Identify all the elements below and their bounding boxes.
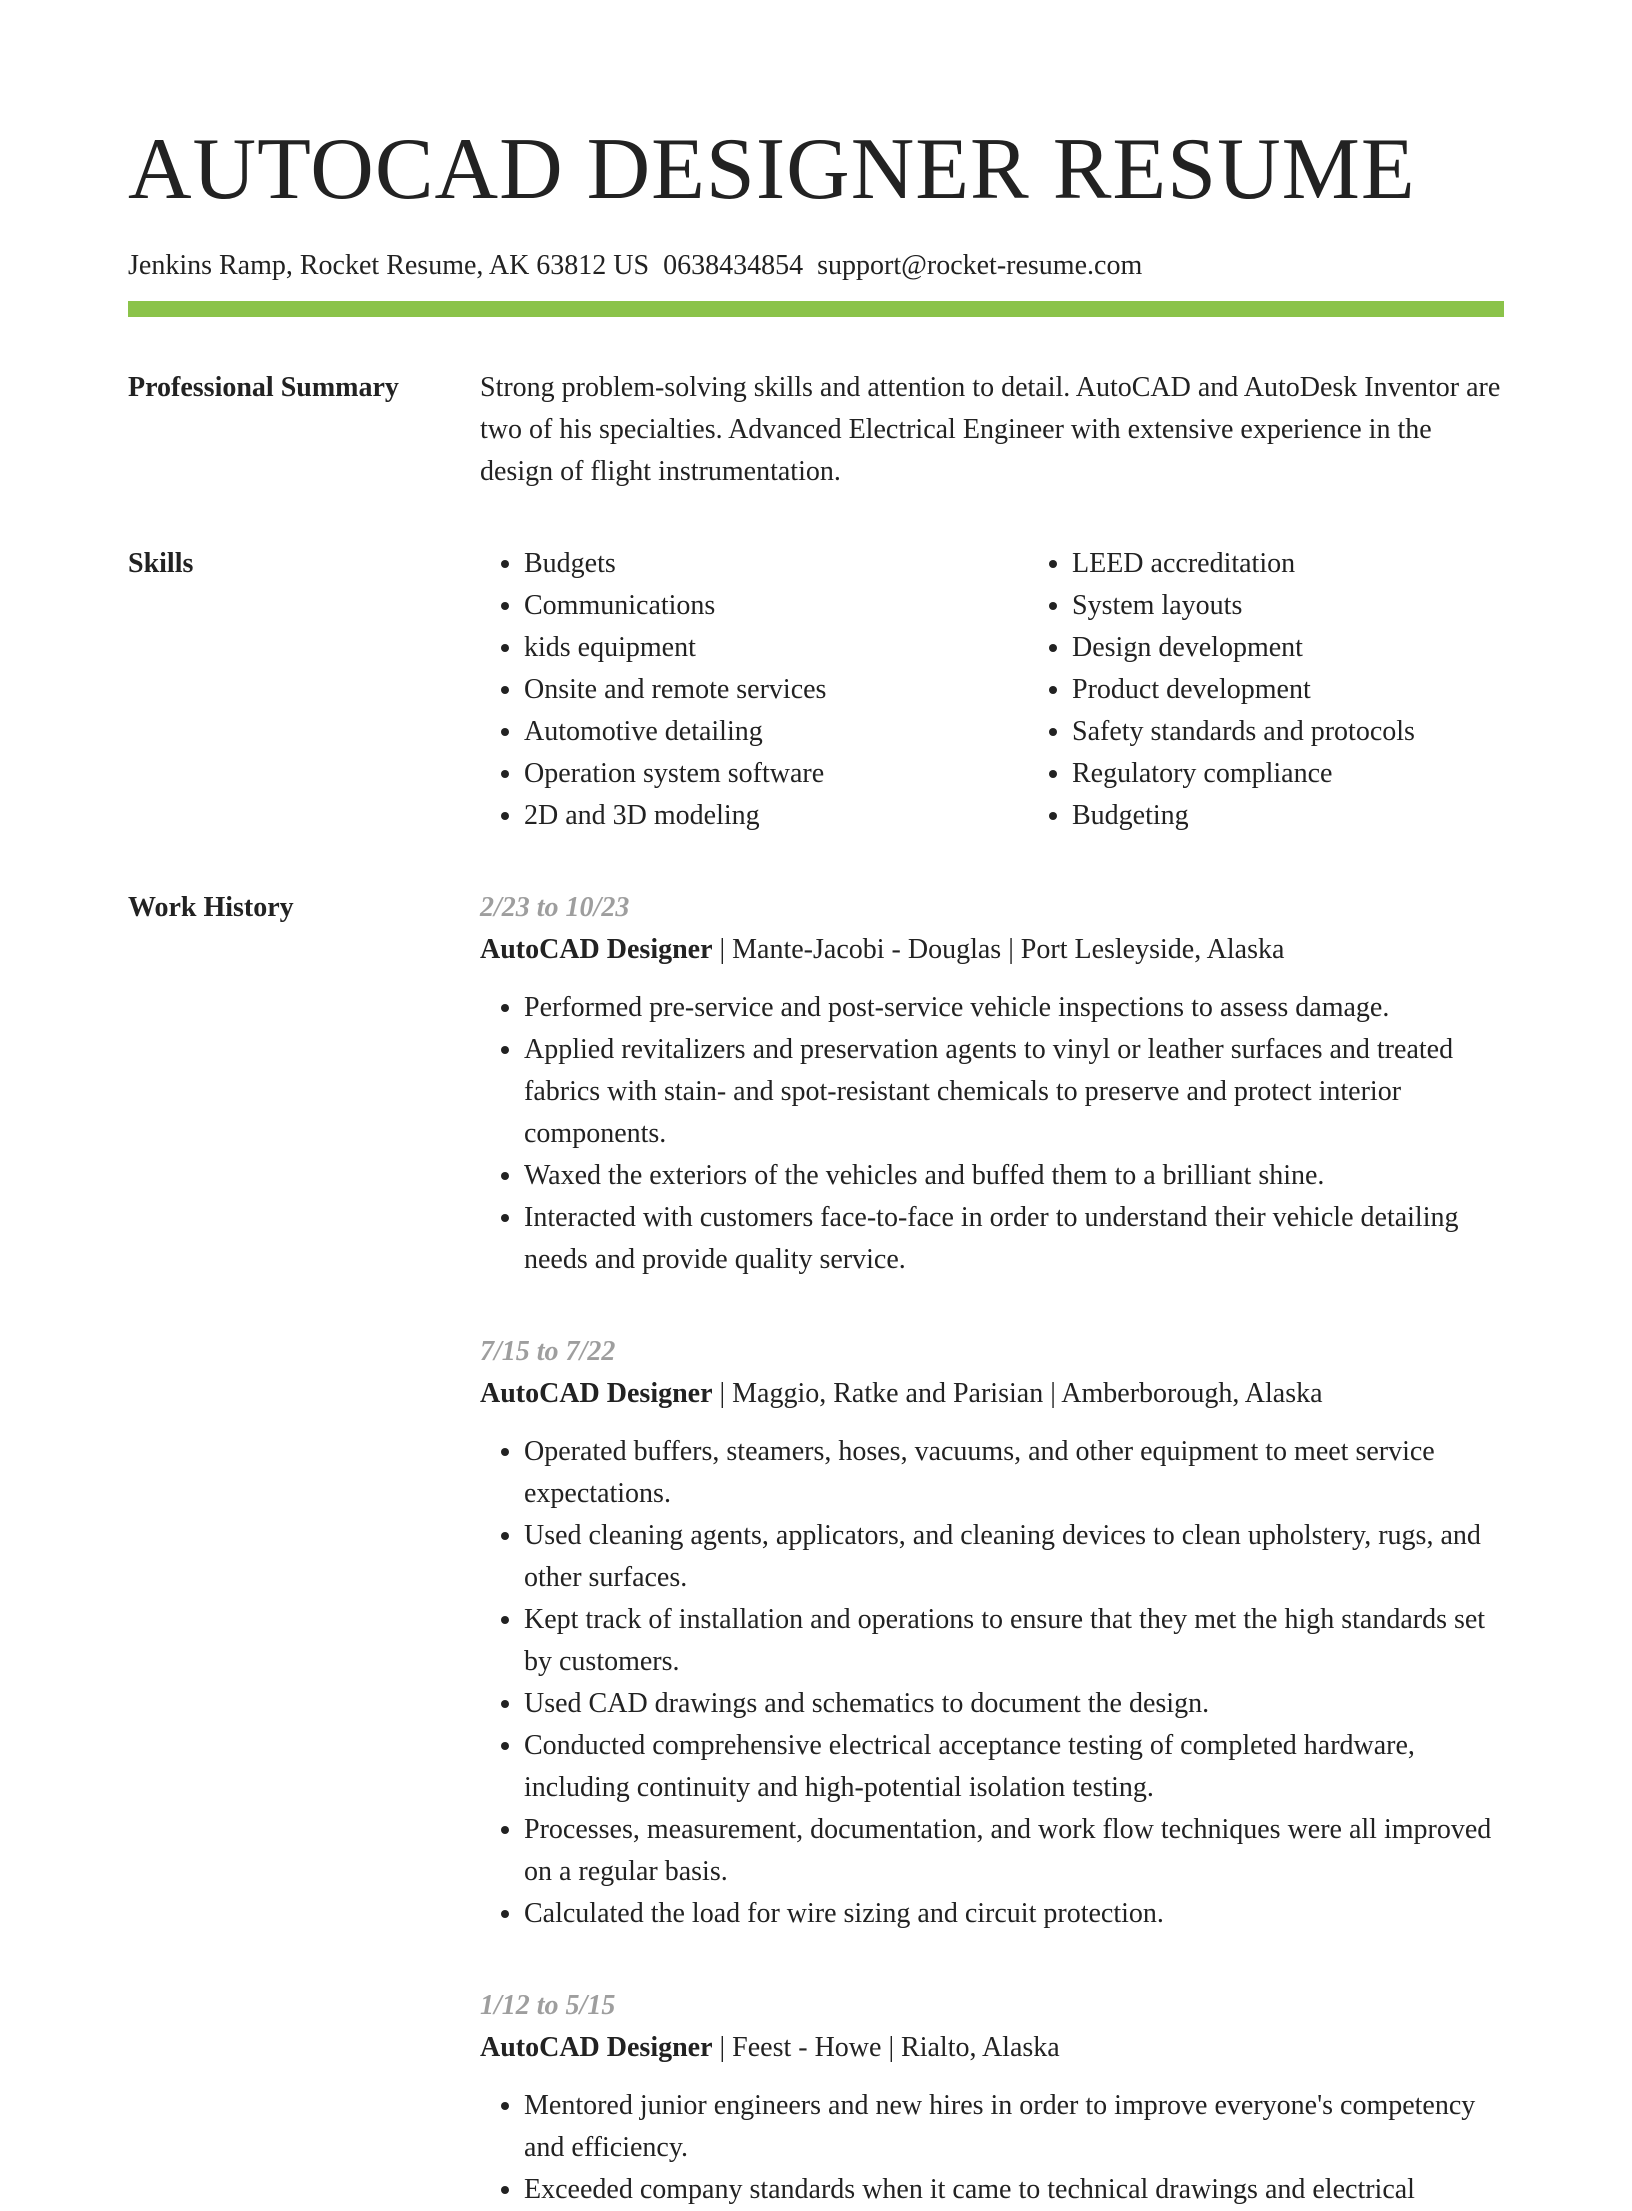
list-item: • Kept track of installation and operations to ensure that they met the high standards set by customers. [524, 1599, 1504, 1683]
job-entry [480, 887, 1504, 1281]
list-item: • Processes, measurement, documentation, and work flow techniques were all improved on a regular basis. [524, 1809, 1504, 1893]
summary-section [128, 367, 1504, 493]
list-item: • Performed pre-service and post-service vehicle inspections to assess damage. [524, 987, 1504, 1029]
job-heading: AutoCAD Designer | Feest - Howe | Rialto, Alaska [480, 2032, 1060, 2063]
list-item: • Applied revitalizers and preservation agents to vinyl or leather surfaces and treated fabrics with stain- and spot-resistant chemicals to preserve and protect interior components. [524, 1029, 1504, 1155]
list-item: • Used CAD drawings and schematics to document the design. [524, 1683, 1504, 1725]
address: Jenkins Ramp, Rocket Resume, AK 63812 US [128, 250, 650, 281]
list-item: • Exceeded company standards when it came to technical drawings and electrical [524, 2169, 1504, 2211]
skills-column-1 [480, 543, 1028, 837]
list-item: • LEED accreditation [1072, 543, 1576, 585]
job-list [480, 887, 1504, 2211]
list-item: • Interacted with customers face-to-face in order to understand their vehicle detailing needs and provide quality service. [524, 1197, 1504, 1281]
header-divider [128, 301, 1504, 317]
job-title: AutoCAD Designer [480, 2032, 713, 2063]
list-item: • Waxed the exteriors of the vehicles and buffed them to a brilliant shine. [524, 1155, 1504, 1197]
job-bullets [480, 2085, 1504, 2211]
job-bullets [480, 987, 1504, 1281]
list-item: • Safety standards and protocols [1072, 711, 1576, 753]
job-entry [480, 1331, 1504, 1935]
skills-section [128, 543, 1504, 837]
list-item: • Conducted comprehensive electrical acceptance testing of completed hardware, including continuity and high-potential isolation testing. [524, 1725, 1504, 1809]
job-dates: 1/12 to 5/15 [480, 1990, 616, 2021]
list-item: • Product development [1072, 669, 1576, 711]
job-title: AutoCAD Designer [480, 1378, 713, 1409]
job-entry [480, 1985, 1504, 2211]
list-item: • Communications [524, 585, 1028, 627]
list-item: • Budgets [524, 543, 1028, 585]
summary-label: Professional Summary [128, 372, 399, 403]
work-history-section [128, 887, 1504, 2211]
list-item: • System layouts [1072, 585, 1576, 627]
job-heading: AutoCAD Designer | Mante-Jacobi - Douglas | Port Lesleyside, Alaska [480, 934, 1285, 965]
contact-line [128, 248, 1504, 284]
job-heading: AutoCAD Designer | Maggio, Ratke and Parisian | Amberborough, Alaska [480, 1378, 1323, 1409]
list-item: • Operation system software [524, 753, 1028, 795]
job-dates: 7/15 to 7/22 [480, 1336, 616, 1367]
job-location: Port Lesleyside, Alaska [1020, 934, 1285, 965]
job-company: Mante-Jacobi - Douglas [732, 934, 1002, 965]
list-item: • Budgeting [1072, 795, 1576, 837]
list-item: • Automotive detailing [524, 711, 1028, 753]
resume-title: AUTOCAD DESIGNER RESUME [128, 121, 1416, 218]
job-dates: 2/23 to 10/23 [480, 892, 630, 923]
summary-text: Strong problem-solving skills and attention to detail. AutoCAD and AutoDesk Inventor are two of his specialties. Advanced Electrical Engineer with extensive experience in the design of flight instrumentation. [480, 372, 1501, 487]
job-company: Maggio, Ratke and Parisian [732, 1378, 1044, 1409]
list-item: • Onsite and remote services [524, 669, 1028, 711]
job-location: Rialto, Alaska [901, 2032, 1060, 2063]
list-item: • Regulatory compliance [1072, 753, 1576, 795]
list-item: • Design development [1072, 627, 1576, 669]
email: support@rocket-resume.com [817, 250, 1143, 281]
skills-label: Skills [128, 548, 194, 579]
list-item: • Mentored junior engineers and new hires in order to improve everyone's competency and efficiency. [524, 2085, 1504, 2169]
list-item: • kids equipment [524, 627, 1028, 669]
skills-column-2 [1028, 543, 1576, 837]
work-history-label: Work History [128, 892, 294, 923]
job-title: AutoCAD Designer [480, 934, 713, 965]
phone: 0638434854 [663, 250, 804, 281]
job-location: Amberborough, Alaska [1061, 1378, 1323, 1409]
list-item: • Used cleaning agents, applicators, and cleaning devices to clean upholstery, rugs, and other surfaces. [524, 1515, 1504, 1599]
list-item: • 2D and 3D modeling [524, 795, 1028, 837]
job-bullets [480, 1431, 1504, 1935]
list-item: • Operated buffers, steamers, hoses, vacuums, and other equipment to meet service expectations. [524, 1431, 1504, 1515]
job-company: Feest - Howe [732, 2032, 882, 2063]
list-item: • Calculated the load for wire sizing and circuit protection. [524, 1893, 1504, 1935]
